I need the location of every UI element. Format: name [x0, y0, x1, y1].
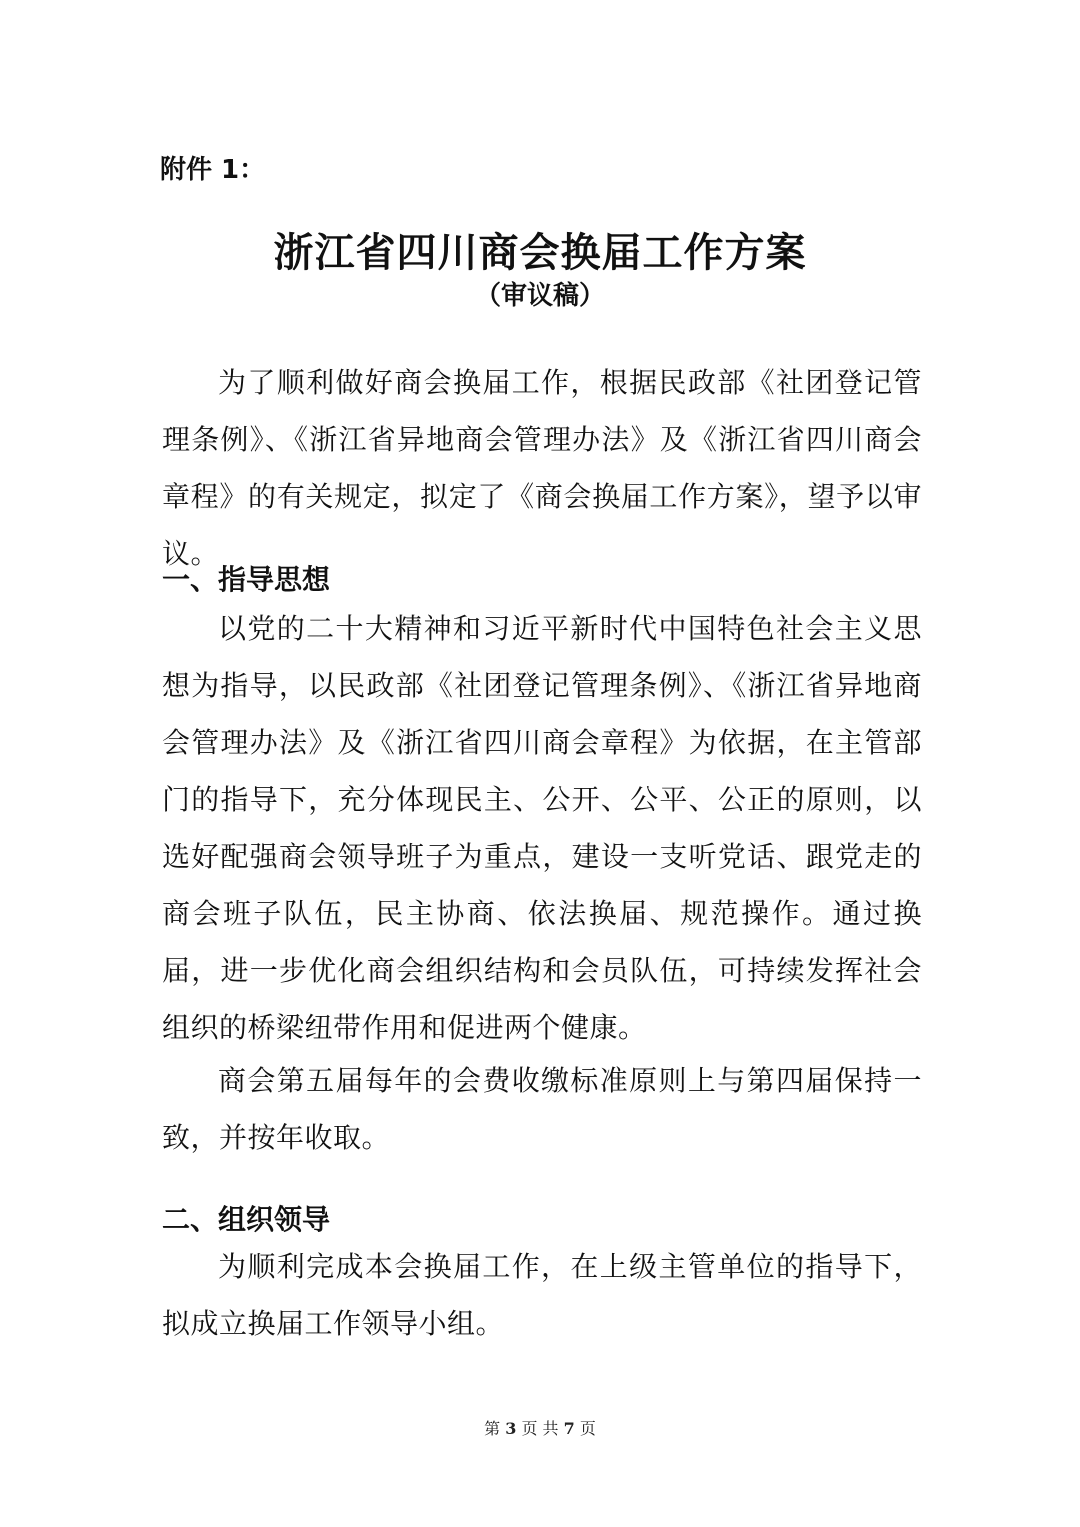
- section-paragraph: 为顺利完成本会换届工作，在上级主管单位的指导下，拟成立换届工作领导小组。: [162, 1250, 922, 1340]
- footer-middle: 页 共: [521, 1419, 559, 1438]
- footer-prefix: 第: [484, 1419, 501, 1438]
- document-subtitle: （审议稿）: [474, 281, 605, 311]
- page-number-footer: [0, 1418, 1080, 1440]
- document-title: 浙江省四川商会换届工作方案: [273, 229, 807, 276]
- section-paragraph: 商会第五届每年的会费收缴标准原则上与第四届保持一致，并按年收取。: [162, 1064, 922, 1154]
- attachment-label: 附件 1：: [160, 155, 266, 185]
- section-heading-guiding-principles: 一、指导思想: [162, 563, 331, 596]
- total-pages-number: 7: [563, 1419, 575, 1438]
- intro-paragraph: 为了顺利做好商会换届工作，根据民政部《社团登记管理条例》、《浙江省异地商会管理办法》及《浙江省四川商会章程》的有关规定，拟定了《商会换届工作方案》，望予以审议。: [162, 366, 922, 570]
- section-heading-organization: 二、组织领导: [162, 1203, 331, 1236]
- section-paragraph: 以党的二十大精神和习近平新时代中国特色社会主义思想为指导，以民政部《社团登记管理条例》、《浙江省异地商会管理办法》及《浙江省四川商会章程》为依据，在主管部门的指导下，充分体现民主、公开、公平、公正的原则，以选好配强商会领导班子为重点，建设一支听党话、跟党走的商会班子队伍，民主协商、依法换届、规范操作。通过换届，进一步优化商会组织结构和会员队伍，可持续发挥社会组织的桥梁纽带作用和促进两个健康。: [162, 612, 922, 1044]
- footer-suffix: 页: [579, 1419, 596, 1438]
- current-page-number: 3: [505, 1419, 517, 1438]
